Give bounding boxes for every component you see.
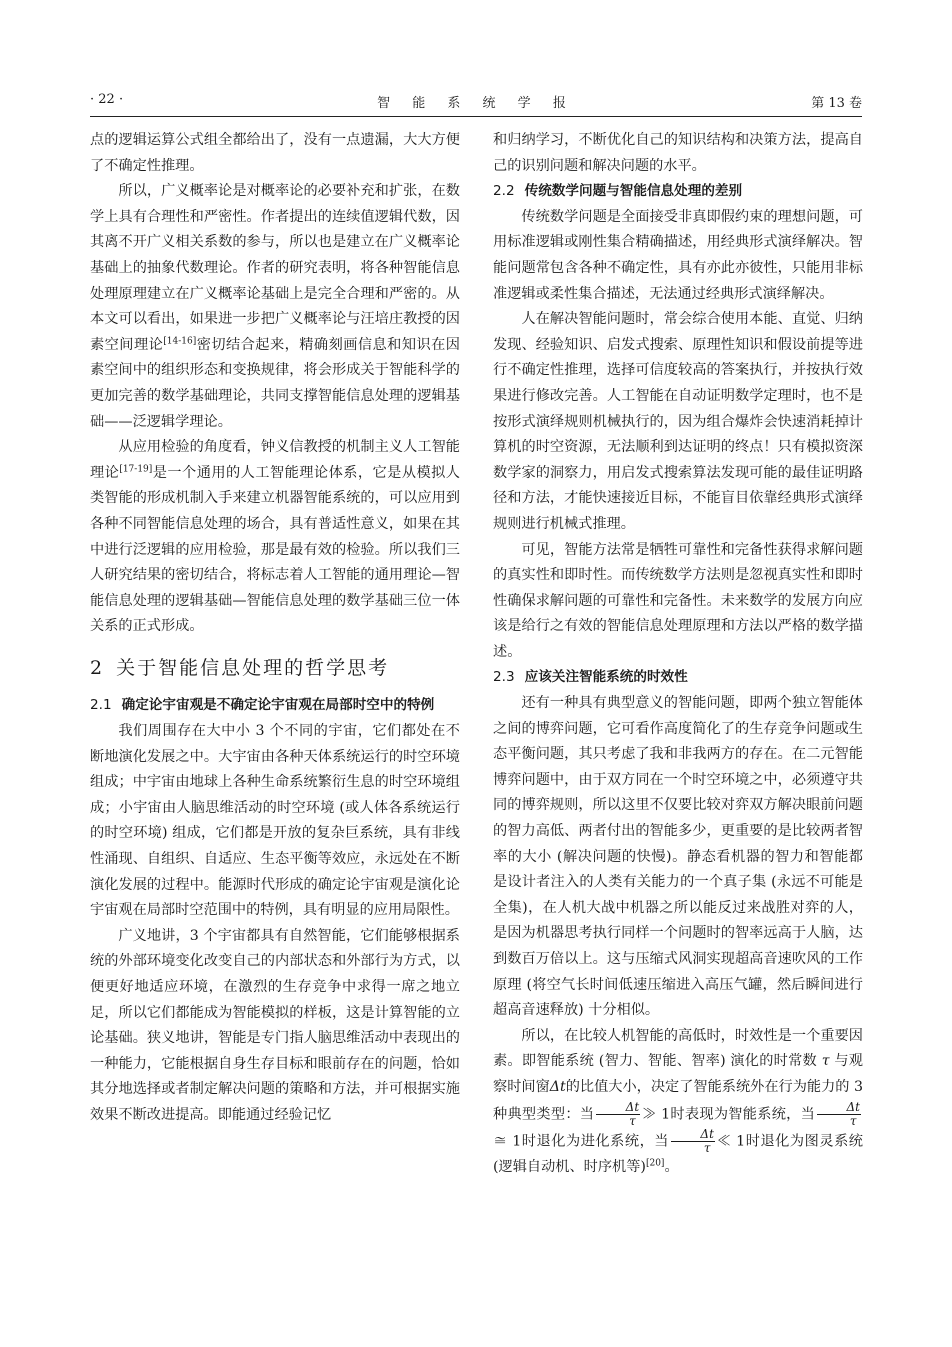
paragraph: 我们周围存在大中小 3 个不同的宇宙，它们都处在不断地演化发展之中。大宇宙由各种天体系统运行的时空环境组成；中宇宙由地球上各种生命系统繁衍生息的时空环境组成；小宇宙由人脑思维活动的时空环境 (或人体各系统运行的时空环境) 组成，它们都是开放的复杂巨系统，具有非线性涌现、自组织、自适应、生态平衡等效应，永远处在不断演化发展的过程中。能源时代形成的确定论宇宙观是演化论宇宙观在局部时空范围中的特例，具有明显的应用局限性。 [90,723,460,919]
running-header [90,92,862,114]
paragraph: 人在解决智能问题时，常会综合使用本能、直觉、归纳发现、经验知识、启发式搜索、原理性知识和假设前提等进行不确定性推理，选择可信度较高的答案执行，并按执行效果进行修改完善。人工智能在自动证明数学定理时，也不是按形式演绎规则机械执行的，因为组合爆炸会快速消耗掉计算机的时空资源，无法顺利到达证明的终点！只有模拟资深数学家的洞察力，用启发式搜索算法发现可能的最佳证明路径和方法，才能快速接近目标，不能盲目依靠经典形式演绎规则进行机械式推理。 [493,311,863,532]
citation: [17-19] [119,463,153,474]
paragraph: 传统数学问题是全面接受非真即假约束的理想问题，可用标准逻辑或刚性集合精确描述，用经典形式演绎解决。智能问题常包含各种不确定性，具有亦此亦彼性，只能用非标准逻辑或柔性集合描述，无法通过经典形式演绎解决。 [493,208,863,302]
paragraph: 广义地讲，3 个宇宙都具有自然智能，它们能够根据系统的外部环境变化改变自己的内部状态和外部行为方式，以便更好地适应环境，在激烈的生存竞争中求得一席之地立足，所以它们都能成为智能模拟的样板，这是计算智能的立论基础。狭义地讲，智能是专门指人脑思维活动中表现出的一种能力，它能根据自身生存目标和眼前存在的问题，恰如其分地选择或者制定解决问题的策略和方法，并可根据实施效果不断改进提高。即能通过经验记忆 [90,927,460,1123]
fraction-dt-over-tau: $\frac{\Delta t}{\tau}$ [671,1128,715,1155]
page-number: · 22 · [90,92,124,107]
paragraph: 所以，在比较人机智能的高低时，时效性是一个重要因素。即智能系统 (智力、智能、智率) 演化的时常数 τ 与观察时间窗Δt的比值大小，决定了智能系统外在行为能力的 3 种典型类型：当 $\frac{\Delta t}{\tau}$ ≫ 1时表现为智能系统，当 $\frac{\Delta t}{\tau}$ ≅ 1时退化为进化系统，当 $\frac{\Delta t}{\tau}$ ≪ 1时退化为图灵系统 (逻辑自动机、时序机等)[20]。 [493,1027,864,1175]
right-column [493,128,863,1180]
fraction-dt-over-tau: $\frac{\Delta t}{\tau}$ [817,1101,861,1128]
paragraph: 还有一种具有典型意义的智能问题，即两个独立智能体之间的博弈问题，它可看作高度简化了的生存竞争问题或生态平衡问题，其只考虑了我和非我两方的存在。在二元智能博弈问题中，由于双方同在一个时空环境之中，必须遵守共同的博弈规则，所以这里不仅要比较对弈双方解决眼前问题的智力高低、两者付出的智能多少，更重要的是比较两者智率的大小 (解决问题的快慢)。静态看机器的智力和智能都是设计者注入的人类有关能力的一个真子集 (永远不可能是全集)，在人机大战中机器之所以能反过来战胜对弈的人，是因为机器思考执行同样一个问题时的智率远高于人脑，达到数百万倍以上。这与压缩式风洞实现超高音速吹风的工作原理 (将空气长时间低速压缩进入高压气罐，然后瞬间进行超高音速释放) 十分相似。 [493,695,863,1019]
fraction-dt-over-tau: $\frac{\Delta t}{\tau}$ [596,1101,640,1128]
citation: [14-16] [163,336,197,347]
left-column [90,128,460,1129]
citation: [20] [645,1158,665,1169]
subsection-heading-2-1: 2.1 确定论宇宙观是不确定论宇宙观在局部时空中的特例 [90,697,435,714]
journal-title: 智 能 系 统 学 报 [377,96,575,111]
paragraph: 点的逻辑运算公式组全都给出了，没有一点遗漏，大大方便了不确定性推理。 [90,132,460,174]
header-rule [90,116,862,117]
paragraph: 所以，广义概率论是对概率论的必要补充和扩张，在数学上具有合理性和严密性。作者提出的连续值逻辑代数，因其离不开广义相关系数的参与，所以也是建立在广义概率论基础上的抽象代数理论。作者的研究表明，将各种智能信息处理原理建立在广义概率论基础上是完全合理和严密的。从本文可以看出，如果进一步把广义概率论与汪培庄教授的因素空间理论[14-16]密切结合起来，精确刻画信息和知识在因素空间中的组织形态和变换规律，将会形成关于智能科学的更加完善的数学基础理论，共同支撑智能信息处理的逻辑基础——泛逻辑学理论。 [90,183,460,430]
subsection-heading-2-2: 2.2 传统数学问题与智能信息处理的差别 [493,183,743,200]
paragraph: 从应用检验的角度看，钟义信教授的机制主义人工智能理论[17-19]是一个通用的人工智能理论体系，它是从模拟人类智能的形成机制入手来建立机器智能系统的，可以应用到各种不同智能信息处理的场合，具有普适性意义，如果在其中进行泛逻辑的应用检验，那是最有效的检验。所以我们三人研究结果的密切结合，将标志着人工智能的通用理论—智能信息处理的逻辑基础—智能信息处理的数学基础三位一体关系的正式形成。 [90,439,460,635]
section-heading-2: 2 关于智能信息处理的哲学思考 [90,656,390,679]
paragraph: 和归纳学习，不断优化自己的知识结构和决策方法，提高自己的识别问题和解决问题的水平。 [493,132,863,174]
subsection-heading-2-3: 2.3 应该关注智能系统的时效性 [493,669,688,686]
paragraph: 可见，智能方法常是牺牲可靠性和完备性获得求解问题的真实性和即时性。而传统数学方法则是忽视真实性和即时性确保求解问题的可靠性和完备性。未来数学的发展方向应该是给行之有效的智能信息处理原理和方法以严格的数学描述。 [493,541,863,660]
volume-number: 第 13 卷 [811,96,862,111]
